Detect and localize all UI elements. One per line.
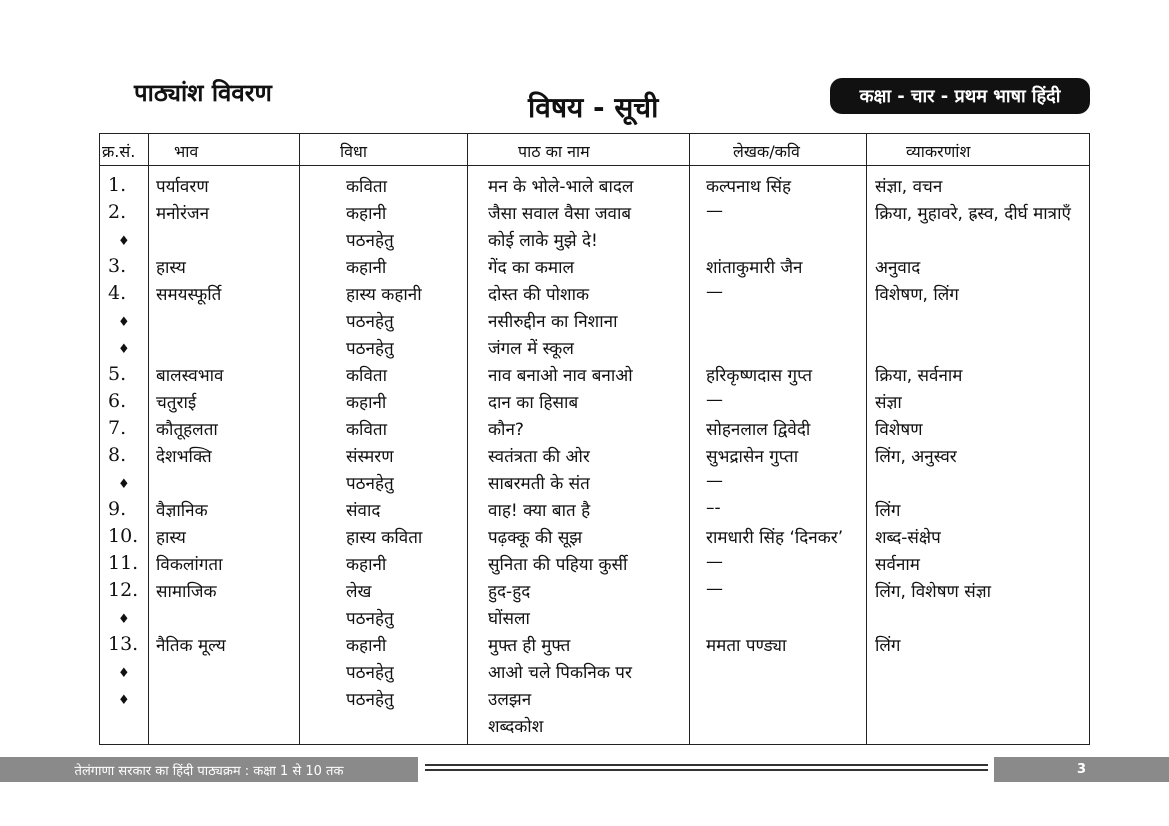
serial-cell: 5. [108,363,127,385]
genre-cell: पठनहेतु [346,312,394,332]
genre-cell: हास्य कहानी [346,285,422,305]
table-row [100,604,1089,631]
grammar-cell: सर्वनाम [875,555,920,575]
table-row [100,658,1089,685]
author-cell: — [706,282,723,302]
table-row [100,496,1089,523]
genre-cell: संवाद [346,501,381,521]
theme-cell: बालस्वभाव [156,366,224,386]
theme-cell: वैज्ञानिक [156,501,208,521]
theme-cell: नैतिक मूल्य [156,636,226,656]
genre-cell: पठनहेतु [346,690,394,710]
table-row [100,361,1089,388]
grammar-cell: शब्द-संक्षेप [875,528,941,548]
author-cell: — [706,552,723,572]
table-row [100,388,1089,415]
grammar-cell: क्रिया, मुहावरे, ह्रस्व, दीर्घ मात्राएँ [875,204,1071,224]
footer-curriculum-label: तेलंगाणा सरकार का हिंदी पाठ्यक्रम : कक्षा 1 से 10 तक [0,757,418,782]
lesson-cell: जैसा सवाल वैसा जवाब [488,204,632,224]
grammar-cell: अनुवाद [875,258,921,278]
author-cell: कल्पनाथ सिंह [706,177,792,197]
lesson-cell: गेंद का कमाल [488,258,575,278]
author-cell: हरिकृष्णदास गुप्त [706,366,813,386]
lesson-cell: उलझन [488,690,532,710]
genre-cell: हास्य कविता [346,528,423,548]
grammar-cell: विशेषण, लिंग [875,285,959,305]
serial-cell: ♦ [118,234,130,249]
serial-cell: ♦ [118,693,130,708]
author-cell: — [706,201,723,221]
lesson-cell: नसीरुद्दीन का निशाना [488,312,618,332]
header-divider [100,165,1089,166]
lesson-cell: वाह! क्या बात है [488,501,591,521]
serial-cell: ♦ [118,666,130,681]
genre-cell: कहानी [346,258,387,278]
section-title: पाठ्यांश विवरण [134,79,272,107]
lesson-cell: दान का हिसाब [488,393,579,413]
class-badge: कक्षा - चार - प्रथम भाषा हिंदी [830,78,1090,114]
theme-cell: हास्य [156,258,186,278]
lesson-cell: जंगल में स्कूल [488,339,574,359]
table-row [100,442,1089,469]
lesson-cell: नाव बनाओ नाव बनाओ [488,366,633,386]
header-theme: भाव [174,142,199,161]
theme-cell: देशभक्ति [156,447,212,467]
genre-cell: कहानी [346,204,387,224]
theme-cell: कौतूहलता [156,420,218,440]
grammar-cell: लिंग [875,501,901,521]
serial-cell: 9. [108,498,127,520]
table-row [100,199,1089,226]
header-author: लेखक/कवि [733,142,800,161]
theme-cell: मनोरंजन [156,204,210,224]
table-row [100,631,1089,658]
author-cell: –- [706,498,721,518]
serial-cell: 2. [108,201,127,223]
serial-cell: ♦ [118,477,130,492]
grammar-cell: लिंग [875,636,901,656]
author-cell: शांताकुमारी जैन [706,258,803,278]
theme-cell: पर्यावरण [156,177,209,197]
author-cell: सुभद्रासेन गुप्ता [706,447,799,467]
serial-cell: 11. [108,552,139,574]
grammar-cell: लिंग, विशेषण संज्ञा [875,582,992,602]
grammar-cell: संज्ञा, वचन [875,177,943,197]
author-cell: रामधारी सिंह ‘दिनकर’ [706,528,844,548]
header-grammar: व्याकरणांश [906,142,971,161]
grammar-cell: विशेषण [875,420,923,440]
table-row [100,712,1089,739]
table-row [100,415,1089,442]
table-row [100,280,1089,307]
theme-cell: विकलांगता [156,555,223,575]
lesson-cell: पढ़क्कू की सूझ [488,528,583,548]
grammar-cell: लिंग, अनुस्वर [875,447,957,467]
table-row [100,253,1089,280]
footer-rule [425,764,988,774]
serial-cell: ♦ [118,315,130,330]
lesson-cell: स्वतंत्रता की ओर [488,447,590,467]
serial-cell: 8. [108,444,127,466]
genre-cell: कहानी [346,393,387,413]
genre-cell: कविता [346,420,388,440]
lesson-cell: सुनिता की पहिया कुर्सी [488,555,628,575]
genre-cell: पठनहेतु [346,663,394,683]
lesson-cell: दोस्त की पोशाक [488,285,590,305]
lesson-cell: हुद-हुद [488,582,531,602]
serial-cell: 7. [108,417,127,439]
header-serial: क्र.सं. [102,142,136,161]
lesson-cell: घोंसला [488,609,530,629]
theme-cell: चतुराई [156,393,197,413]
table-row [100,172,1089,199]
genre-cell: पठनहेतु [346,609,394,629]
serial-cell: 1. [108,174,127,196]
lesson-cell: कोई लाके मुझे दे! [488,231,598,251]
page-title: विषय - सूची [528,91,659,124]
lesson-cell: मन के भोले-भाले बादल [488,177,634,197]
table-row [100,685,1089,712]
contents-table [99,133,1090,745]
serial-cell: ♦ [118,612,130,627]
genre-cell: पठनहेतु [346,231,394,251]
author-cell: — [706,390,723,410]
theme-cell: सामाजिक [156,582,217,602]
author-cell: ममता पण्ड्या [706,636,787,656]
genre-cell: कहानी [346,555,387,575]
serial-cell: 6. [108,390,127,412]
lesson-cell: कौन? [488,420,524,440]
serial-cell: 3. [108,255,127,277]
table-row [100,550,1089,577]
genre-cell: लेख [346,582,372,602]
serial-cell: ♦ [118,342,130,357]
page-number: 3 [994,757,1169,782]
genre-cell: कविता [346,177,388,197]
grammar-cell: क्रिया, सर्वनाम [875,366,963,386]
lesson-cell: आओ चले पिकनिक पर [488,663,632,683]
lesson-cell: साबरमती के संत [488,474,590,494]
lesson-cell: मुफ्त ही मुफ्त [488,636,571,656]
genre-cell: कहानी [346,636,387,656]
genre-cell: पठनहेतु [346,474,394,494]
lesson-cell: शब्दकोश [488,717,544,737]
serial-cell: 12. [108,579,139,601]
table-row [100,334,1089,361]
genre-cell: पठनहेतु [346,339,394,359]
theme-cell: हास्य [156,528,186,548]
theme-cell: समयस्फूर्ति [156,285,222,305]
table-row [100,226,1089,253]
genre-cell: कविता [346,366,388,386]
table-row [100,523,1089,550]
table-row [100,469,1089,496]
header-lesson: पाठ का नाम [518,142,590,161]
table-row [100,577,1089,604]
author-cell: — [706,471,723,491]
genre-cell: संस्मरण [346,447,394,467]
author-cell: सोहनलाल द्विवेदी [706,420,811,440]
serial-cell: 13. [108,633,139,655]
author-cell: — [706,579,723,599]
header-genre: विधा [340,142,368,161]
grammar-cell: संज्ञा [875,393,902,413]
table-row [100,307,1089,334]
serial-cell: 10. [108,525,139,547]
serial-cell: 4. [108,282,127,304]
